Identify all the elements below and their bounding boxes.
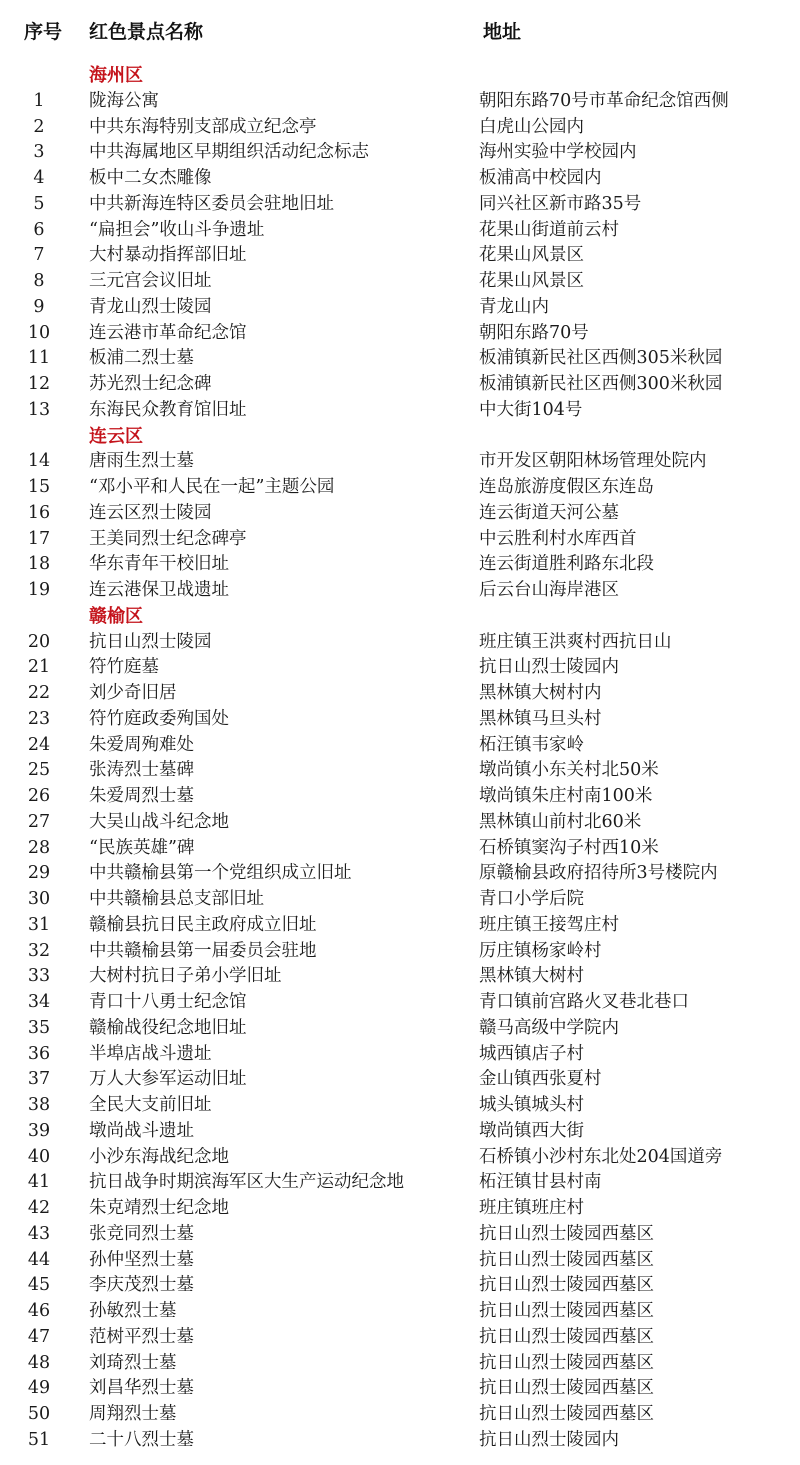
row-number: 29: [27, 863, 51, 884]
row-number: 32: [27, 940, 51, 961]
table-row: [0, 192, 800, 218]
table-row: [0, 1428, 800, 1454]
table-row: [0, 1067, 800, 1093]
site-address: 金山镇西张夏村: [479, 1069, 602, 1090]
row-number: 31: [27, 914, 51, 935]
site-address: 抗日山烈士陵园西墓区: [479, 1249, 654, 1270]
site-name: 连云港市革命纪念馆: [89, 322, 247, 343]
site-address: 青口小学后院: [479, 889, 584, 909]
site-address: 抗日山烈士陵园西墓区: [479, 1275, 654, 1296]
site-name: 唐雨生烈士墓: [89, 451, 194, 472]
site-address: 黑林镇大树村内: [479, 683, 602, 703]
site-name: 刘昌华烈士墓: [89, 1378, 194, 1399]
table-row: [0, 1325, 800, 1351]
site-address: 朝阳东路70号: [479, 322, 589, 343]
row-number: 7: [33, 245, 45, 266]
site-name: 板浦二烈士墓: [89, 348, 194, 369]
site-address: 抗日山烈士陵园内: [479, 1429, 619, 1450]
site-address: 海州实验中学校园内: [479, 142, 637, 163]
table-row: [0, 1093, 800, 1119]
table-row: [0, 115, 800, 141]
site-address: 板浦高中校园内: [479, 168, 602, 188]
site-name: 范树平烈士墓: [89, 1326, 194, 1347]
table-row: [0, 1248, 800, 1274]
site-name: 王美同烈士纪念碑亭: [89, 528, 247, 549]
site-name: 大树村抗日子弟小学旧址: [89, 966, 282, 987]
site-address: 柘汪镇甘县村南: [479, 1172, 602, 1193]
site-address: 花果山风景区: [479, 245, 584, 266]
site-address: 抗日山烈士陵园西墓区: [479, 1378, 654, 1399]
site-name: “民族英雄”碑: [89, 837, 195, 858]
district-heading: 连云区: [89, 425, 143, 447]
site-name: 周翔烈士墓: [89, 1404, 177, 1424]
site-address: 原赣榆县政府招待所3号楼院内: [479, 863, 718, 884]
site-name: 孙仲坚烈士墓: [89, 1249, 194, 1270]
row-number: 10: [27, 322, 51, 343]
site-address: 石桥镇小沙村东北处204国道旁: [479, 1146, 723, 1167]
table-row: [0, 913, 800, 939]
site-name: 华东青年干校旧址: [89, 554, 229, 575]
table-row: [0, 836, 800, 862]
row-number: 21: [27, 657, 51, 678]
site-address: 青口镇前宫路火叉巷北巷口: [479, 992, 689, 1012]
table-header: [0, 14, 800, 50]
row-number: 47: [27, 1326, 51, 1347]
table-row: [0, 552, 800, 578]
table-row: [0, 1042, 800, 1068]
table-row: [0, 990, 800, 1016]
table-row: [0, 449, 800, 475]
site-address: 抗日山烈士陵园西墓区: [479, 1301, 654, 1321]
row-number: 36: [27, 1043, 51, 1064]
site-name: 三元宫会议旧址: [89, 271, 212, 291]
site-address: 朝阳东路70号市革命纪念馆西侧: [479, 90, 729, 111]
site-name: “邓小平和人民在一起”主题公园: [89, 477, 335, 497]
site-address: 板浦镇新民社区西侧305米秋园: [479, 348, 723, 369]
row-number: 27: [27, 811, 51, 832]
row-number: 26: [27, 786, 51, 806]
site-name: 全民大支前旧址: [89, 1095, 212, 1115]
site-name: 中共赣榆县第一届委员会驻地: [89, 940, 317, 961]
site-name: 二十八烈士墓: [89, 1429, 194, 1450]
site-name: 大村暴动指挥部旧址: [89, 245, 247, 266]
header-address: 地址: [483, 21, 522, 43]
row-number: 41: [27, 1172, 51, 1193]
site-name: 中共新海连特区委员会驻地旧址: [89, 193, 334, 214]
table-row: [0, 269, 800, 295]
site-address: 墩尚镇西大街: [479, 1120, 584, 1141]
site-name: 朱爱周烈士墓: [89, 786, 194, 806]
row-number: 50: [27, 1404, 51, 1424]
site-name: 连云港保卫战遗址: [89, 580, 229, 600]
row-number: 20: [27, 631, 51, 652]
site-address: 花果山街道前云村: [479, 219, 619, 240]
row-number: 51: [27, 1429, 51, 1450]
row-number: 22: [27, 683, 51, 703]
table-row: [0, 861, 800, 887]
site-address: 石桥镇窦沟子村西10米: [479, 837, 659, 858]
site-name: 符竹庭墓: [89, 657, 159, 678]
site-address: 同兴社区新市路35号: [479, 193, 642, 214]
site-address: 白虎山公园内: [479, 116, 584, 137]
site-name: 中共赣榆县总支部旧址: [89, 889, 264, 909]
row-number: 46: [27, 1301, 51, 1321]
row-number: 6: [33, 219, 45, 240]
table-row: [0, 140, 800, 166]
site-name: 半埠店战斗遗址: [89, 1043, 212, 1064]
row-number: 25: [27, 760, 51, 781]
site-address: 板浦镇新民社区西侧300米秋园: [479, 374, 723, 394]
site-name: 朱爱周殉难处: [89, 734, 194, 755]
row-number: 9: [33, 296, 45, 317]
site-address: 班庄镇班庄村: [479, 1198, 584, 1218]
table-row: [0, 655, 800, 681]
table-row: [0, 475, 800, 501]
row-number: 17: [27, 528, 51, 549]
table-row: [0, 321, 800, 347]
site-name: 青口十八勇士纪念馆: [89, 992, 247, 1012]
district-heading: 海州区: [89, 65, 143, 86]
table-row: [0, 1402, 800, 1428]
row-number: 13: [27, 399, 51, 420]
site-address: 抗日山烈士陵园西墓区: [479, 1404, 654, 1424]
site-address: 城西镇店子村: [479, 1043, 584, 1064]
site-address: 后云台山海岸港区: [479, 580, 619, 600]
row-number: 33: [27, 966, 51, 987]
row-number: 23: [27, 708, 51, 729]
row-number: 5: [33, 193, 45, 214]
site-address: 中大街104号: [479, 399, 583, 420]
site-address: 市开发区朝阳林场管理处院内: [479, 451, 707, 472]
row-number: 35: [27, 1017, 51, 1038]
site-name: 抗日战争时期滨海军区大生产运动纪念地: [89, 1172, 404, 1193]
table-row: [0, 1273, 800, 1299]
row-number: 44: [27, 1249, 51, 1270]
site-name: 板中二女杰雕像: [89, 168, 212, 188]
row-number: 11: [27, 348, 51, 369]
site-address: 青龙山内: [479, 296, 549, 317]
row-number: 14: [27, 451, 51, 472]
table-row: [0, 243, 800, 269]
row-number: 4: [33, 168, 45, 188]
table-row: [0, 1145, 800, 1171]
site-name: 中共海属地区早期组织活动纪念标志: [89, 142, 369, 163]
table-row: [0, 89, 800, 115]
district-heading: 赣榆区: [89, 605, 143, 627]
site-name: 苏光烈士纪念碑: [89, 374, 212, 394]
site-address: 赣马高级中学院内: [479, 1017, 619, 1038]
table-row: [0, 1299, 800, 1325]
table-row: [0, 1119, 800, 1145]
table-row: [0, 810, 800, 836]
table-row: [0, 1222, 800, 1248]
table-row: [0, 784, 800, 810]
table-row: [0, 681, 800, 707]
site-address: 中云胜利村水库西首: [479, 528, 637, 549]
site-name: 中共赣榆县第一个党组织成立旧址: [89, 863, 352, 884]
row-number: 2: [33, 116, 45, 137]
site-address: 抗日山烈士陵园内: [479, 657, 619, 678]
table-row: [0, 964, 800, 990]
row-number: 45: [27, 1275, 51, 1296]
table-row: [0, 1196, 800, 1222]
row-number: 39: [27, 1120, 51, 1141]
row-number: 3: [33, 142, 45, 163]
site-address: 黑林镇马旦头村: [479, 708, 602, 729]
site-name: 陇海公寓: [89, 90, 159, 111]
site-name: 墩尚战斗遗址: [89, 1120, 194, 1141]
site-name: 刘琦烈士墓: [89, 1352, 177, 1373]
site-address: 墩尚镇小东关村北50米: [479, 760, 659, 781]
site-address: 城头镇城头村: [479, 1095, 584, 1115]
table-row: [0, 887, 800, 913]
row-number: 30: [27, 889, 51, 909]
site-name: 李庆茂烈士墓: [89, 1275, 194, 1296]
table-row: [0, 1376, 800, 1402]
row-number: 1: [33, 90, 45, 111]
row-number: 37: [27, 1069, 51, 1090]
row-number: 49: [27, 1378, 51, 1399]
row-number: 12: [27, 374, 51, 394]
sites-table: [0, 63, 800, 1454]
site-address: 厉庄镇杨家岭村: [479, 940, 602, 961]
row-number: 48: [27, 1352, 51, 1373]
header-number: 序号: [24, 21, 63, 43]
site-name: 张竞同烈士墓: [89, 1223, 194, 1244]
site-address: 抗日山烈士陵园西墓区: [479, 1326, 654, 1347]
row-number: 42: [27, 1198, 51, 1218]
row-number: 8: [33, 271, 45, 291]
site-address: 抗日山烈士陵园西墓区: [479, 1352, 654, 1373]
table-row: [0, 578, 800, 604]
site-name: 大吴山战斗纪念地: [89, 811, 229, 832]
site-address: 抗日山烈士陵园西墓区: [479, 1223, 654, 1244]
site-name: 刘少奇旧居: [89, 683, 177, 703]
table-row: [0, 1016, 800, 1042]
table-row: [0, 166, 800, 192]
site-address: 柘汪镇韦家岭: [479, 734, 584, 755]
row-number: 38: [27, 1095, 51, 1115]
table-row: [0, 707, 800, 733]
site-name: 赣榆战役纪念地旧址: [89, 1017, 247, 1038]
row-number: 19: [27, 580, 51, 600]
site-address: 班庄镇王接驾庄村: [479, 914, 619, 935]
site-address: 连岛旅游度假区东连岛: [479, 477, 654, 497]
table-row: [0, 346, 800, 372]
site-name: “扁担会”收山斗争遗址: [89, 219, 265, 240]
header-site-name: 红色景点名称: [89, 21, 204, 43]
site-name: 符竹庭政委殉国处: [89, 708, 229, 729]
row-number: 40: [27, 1146, 51, 1167]
site-name: 东海民众教育馆旧址: [89, 399, 247, 420]
site-name: 万人大参军运动旧址: [89, 1069, 247, 1090]
row-number: 28: [27, 837, 51, 858]
site-address: 花果山风景区: [479, 271, 584, 291]
table-row: [0, 1170, 800, 1196]
site-name: 赣榆县抗日民主政府成立旧址: [89, 914, 317, 935]
row-number: 18: [27, 554, 51, 575]
table-row: [0, 1351, 800, 1377]
table-row: [0, 218, 800, 244]
table-row: [0, 372, 800, 398]
site-address: 班庄镇王洪爽村西抗日山: [479, 631, 672, 652]
table-row: [0, 398, 800, 424]
table-row: [0, 733, 800, 759]
site-name: 中共东海特别支部成立纪念亭: [89, 116, 317, 137]
site-name: 青龙山烈士陵园: [89, 296, 212, 317]
table-row: [0, 527, 800, 553]
site-name: 孙敏烈士墓: [89, 1301, 177, 1321]
table-row: [0, 501, 800, 527]
site-name: 朱克靖烈士纪念地: [89, 1198, 229, 1218]
site-address: 黑林镇山前村北60米: [479, 811, 642, 832]
row-number: 16: [27, 502, 51, 523]
row-number: 24: [27, 734, 51, 755]
site-name: 张涛烈士墓碑: [89, 760, 194, 781]
table-row: [0, 939, 800, 965]
row-number: 15: [27, 477, 51, 497]
site-address: 墩尚镇朱庄村南100米: [479, 786, 653, 806]
site-address: 黑林镇大树村: [479, 966, 584, 987]
table-row: [0, 630, 800, 656]
site-name: 小沙东海战纪念地: [89, 1146, 229, 1167]
site-name: 抗日山烈士陵园: [89, 631, 212, 652]
site-address: 连云街道胜利路东北段: [479, 554, 654, 575]
site-name: 连云区烈士陵园: [89, 502, 212, 523]
site-address: 连云街道天河公墓: [479, 502, 619, 523]
table-row: [0, 758, 800, 784]
row-number: 43: [27, 1223, 51, 1244]
table-row: [0, 295, 800, 321]
row-number: 34: [27, 992, 51, 1012]
